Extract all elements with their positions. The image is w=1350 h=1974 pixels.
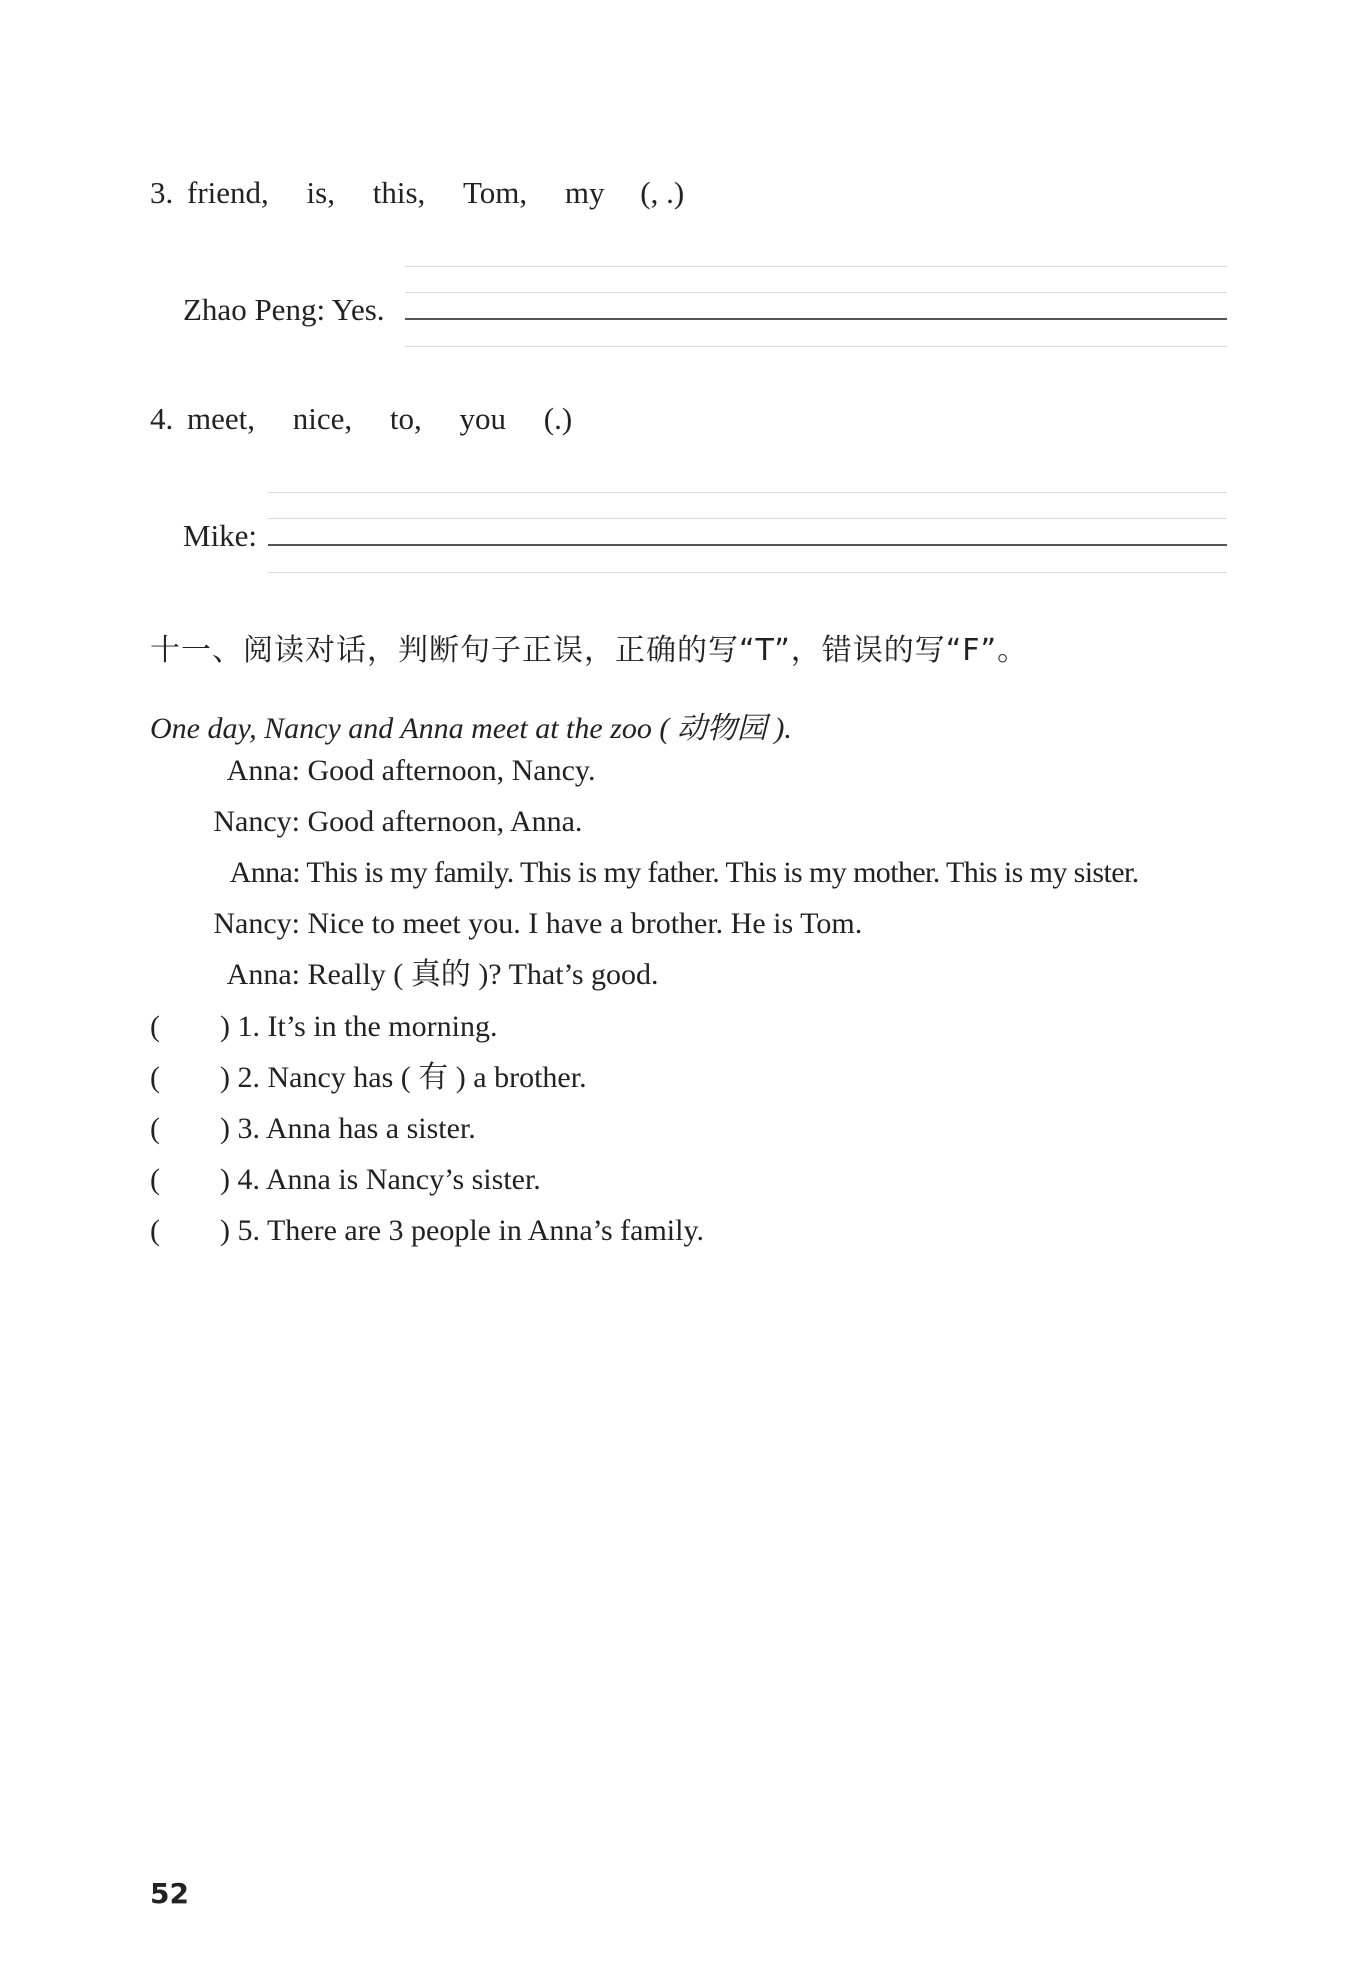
answer-blank[interactable]: ( bbox=[150, 1010, 160, 1043]
tf-question-text-after: ) a brother. bbox=[455, 1061, 587, 1094]
dialog-line-2 bbox=[150, 807, 582, 837]
tf-question-text: ) 5. There are 3 people in Anna’s family. bbox=[220, 1214, 705, 1247]
dialog-line-5 bbox=[150, 957, 659, 992]
dialog-text: Nice to meet you. I have a brother. He is Tom. bbox=[307, 907, 863, 940]
dialog-cn-gloss: 真的 bbox=[410, 957, 471, 992]
answer-blank[interactable]: ( bbox=[150, 1214, 160, 1247]
q3-answer-lines[interactable] bbox=[405, 266, 1227, 354]
q4-prompt bbox=[150, 403, 572, 434]
tf-question-text: ) 4. Anna is Nancy’s sister. bbox=[220, 1163, 541, 1196]
q3-punctuation: (, .) bbox=[640, 175, 685, 210]
q4-line-base bbox=[268, 544, 1227, 546]
tf-question-2 bbox=[150, 1060, 587, 1095]
dialog-speaker: Anna: bbox=[226, 958, 300, 991]
dialog-speaker: Nancy: bbox=[213, 805, 300, 838]
dialog-line-4 bbox=[150, 909, 862, 939]
q3-prompt bbox=[150, 177, 684, 208]
q3-line-bottom bbox=[405, 346, 1227, 347]
intro-end: ). bbox=[774, 712, 792, 745]
answer-blank[interactable]: ( bbox=[150, 1112, 160, 1145]
tf-question-text: ) 3. Anna has a sister. bbox=[220, 1112, 476, 1145]
tf-question-3 bbox=[150, 1114, 476, 1144]
tf-question-4 bbox=[150, 1165, 541, 1195]
dialog-text: This is my family. This is my father. This is my mother. This is my sister. bbox=[306, 856, 1139, 889]
section-11-heading: 十一、阅读对话，判断句子正误，正确的写“T”，错误的写“F”。 bbox=[150, 633, 1029, 668]
q3-speaker: Zhao Peng: Yes. bbox=[183, 292, 385, 327]
tf-question-1 bbox=[150, 1012, 497, 1042]
tf-question-text: ) 1. It’s in the morning. bbox=[220, 1010, 498, 1043]
q4-number: 4. bbox=[150, 401, 174, 436]
q3-word-5: my bbox=[564, 175, 605, 210]
dialog-text-after: )? That’s good. bbox=[478, 958, 659, 991]
q3-word-4: Tom, bbox=[463, 175, 528, 210]
q3-line-top bbox=[405, 266, 1227, 267]
dialog-speaker: Anna: bbox=[229, 856, 300, 889]
q4-word-2: nice, bbox=[292, 401, 353, 436]
q3-line-base bbox=[405, 318, 1227, 320]
reading-intro bbox=[150, 703, 792, 747]
q4-line-mid bbox=[268, 518, 1227, 519]
dialog-line-3 bbox=[150, 858, 1139, 888]
dialog-text: Good afternoon, Anna. bbox=[307, 805, 583, 838]
q4-word-4: you bbox=[459, 401, 507, 436]
q4-punctuation: (.) bbox=[543, 401, 573, 436]
q4-word-1: meet, bbox=[187, 401, 255, 436]
tf-question-5 bbox=[150, 1216, 704, 1246]
q3-number: 3. bbox=[150, 175, 174, 210]
q3-word-2: is, bbox=[306, 175, 335, 210]
q3-word-3: this, bbox=[372, 175, 426, 210]
answer-blank[interactable]: ( bbox=[150, 1061, 160, 1094]
tf-cn-gloss: 有 bbox=[418, 1060, 449, 1095]
tf-question-text-before: ) 2. Nancy has ( bbox=[220, 1061, 411, 1094]
q4-line-bottom bbox=[268, 572, 1227, 573]
intro-cn-gloss: 动物园 bbox=[676, 711, 767, 746]
dialog-speaker: Anna: bbox=[226, 754, 300, 787]
dialog-text-before: Really ( bbox=[307, 958, 404, 991]
page-number: 52 bbox=[150, 1877, 189, 1910]
q4-word-3: to, bbox=[389, 401, 422, 436]
dialog-speaker: Nancy: bbox=[213, 907, 300, 940]
q3-line-mid bbox=[405, 292, 1227, 293]
q4-line-top bbox=[268, 492, 1227, 493]
q3-word-1: friend, bbox=[187, 175, 269, 210]
intro-text: One day, Nancy and Anna meet at the zoo ( bbox=[150, 712, 670, 745]
q4-answer-lines[interactable] bbox=[268, 492, 1227, 580]
answer-blank[interactable]: ( bbox=[150, 1163, 160, 1196]
q4-speaker: Mike: bbox=[183, 518, 258, 553]
dialog-text: Good afternoon, Nancy. bbox=[307, 754, 596, 787]
dialog-line-1 bbox=[150, 756, 595, 786]
